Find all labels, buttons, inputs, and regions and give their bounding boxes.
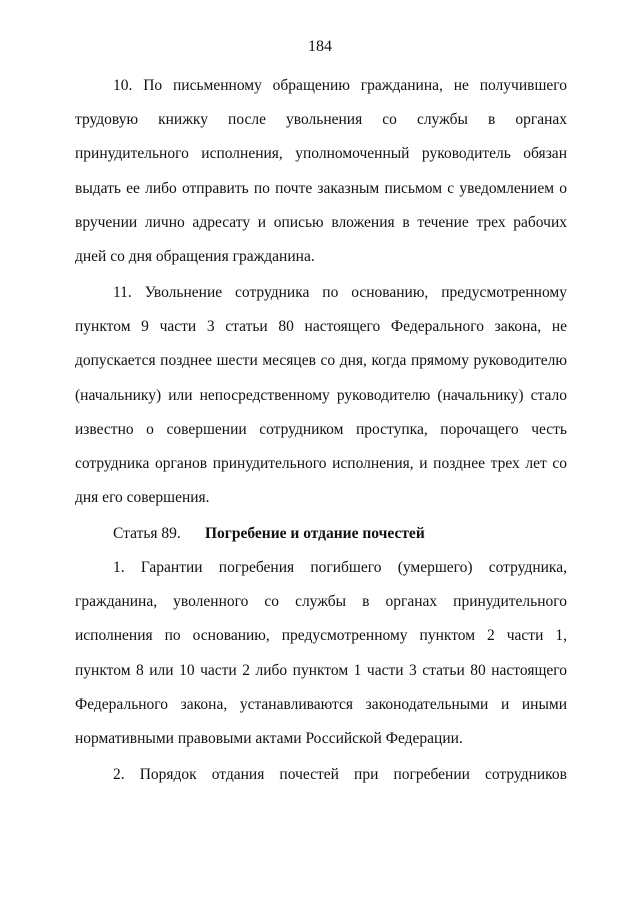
article-heading xyxy=(113,517,573,551)
paragraph-10 xyxy=(75,69,567,274)
paragraph-11 xyxy=(75,276,567,515)
article-number: Статья 89. xyxy=(113,525,181,542)
article-paragraph-2 xyxy=(75,758,567,792)
article-title: Погребение и отдание почестей xyxy=(205,525,425,542)
paragraph-text: 2. Порядок отдания почестей при погребении сотрудников xyxy=(113,766,567,783)
article-paragraph-1 xyxy=(75,551,567,756)
paragraph-text: 10. По письменному обращению гражданина, не получившего трудовую книжку после увольнения со службы в органах принудительного исполнения, уполномоченный руководитель обязан выдать ее либо отправить по почте заказным письмом с уведомлением о вручении лично адресату и описью вложения в течение трех рабочих дней со дня обращения гражданина. xyxy=(75,77,567,266)
paragraph-text: 11. Увольнение сотрудника по основанию, предусмотренному пунктом 9 части 3 статьи 80 настоящего Федерального закона, не допускается позднее шести месяцев со дня, когда прямому руководителю (начальнику) или непосредственному руководителю (начальнику) стало известно о совершении сотрудником проступка, порочащего честь сотрудника органов принудительного исполнения, и позднее трех лет со дня его совершения. xyxy=(75,284,567,507)
page-number: 184 xyxy=(308,38,332,55)
paragraph-text: 1. Гарантии погребения погибшего (умершего) сотрудника, гражданина, уволенного со службы в органах принудительного исполнения по основанию, предусмотренному пунктом 2 части 1, пунктом 8 или 10 части 2 либо пунктом 1 части 3 статьи 80 настоящего Федерального закона, устанавливаются законодательными и иными нормативными правовыми актами Российской Федерации. xyxy=(75,559,567,748)
